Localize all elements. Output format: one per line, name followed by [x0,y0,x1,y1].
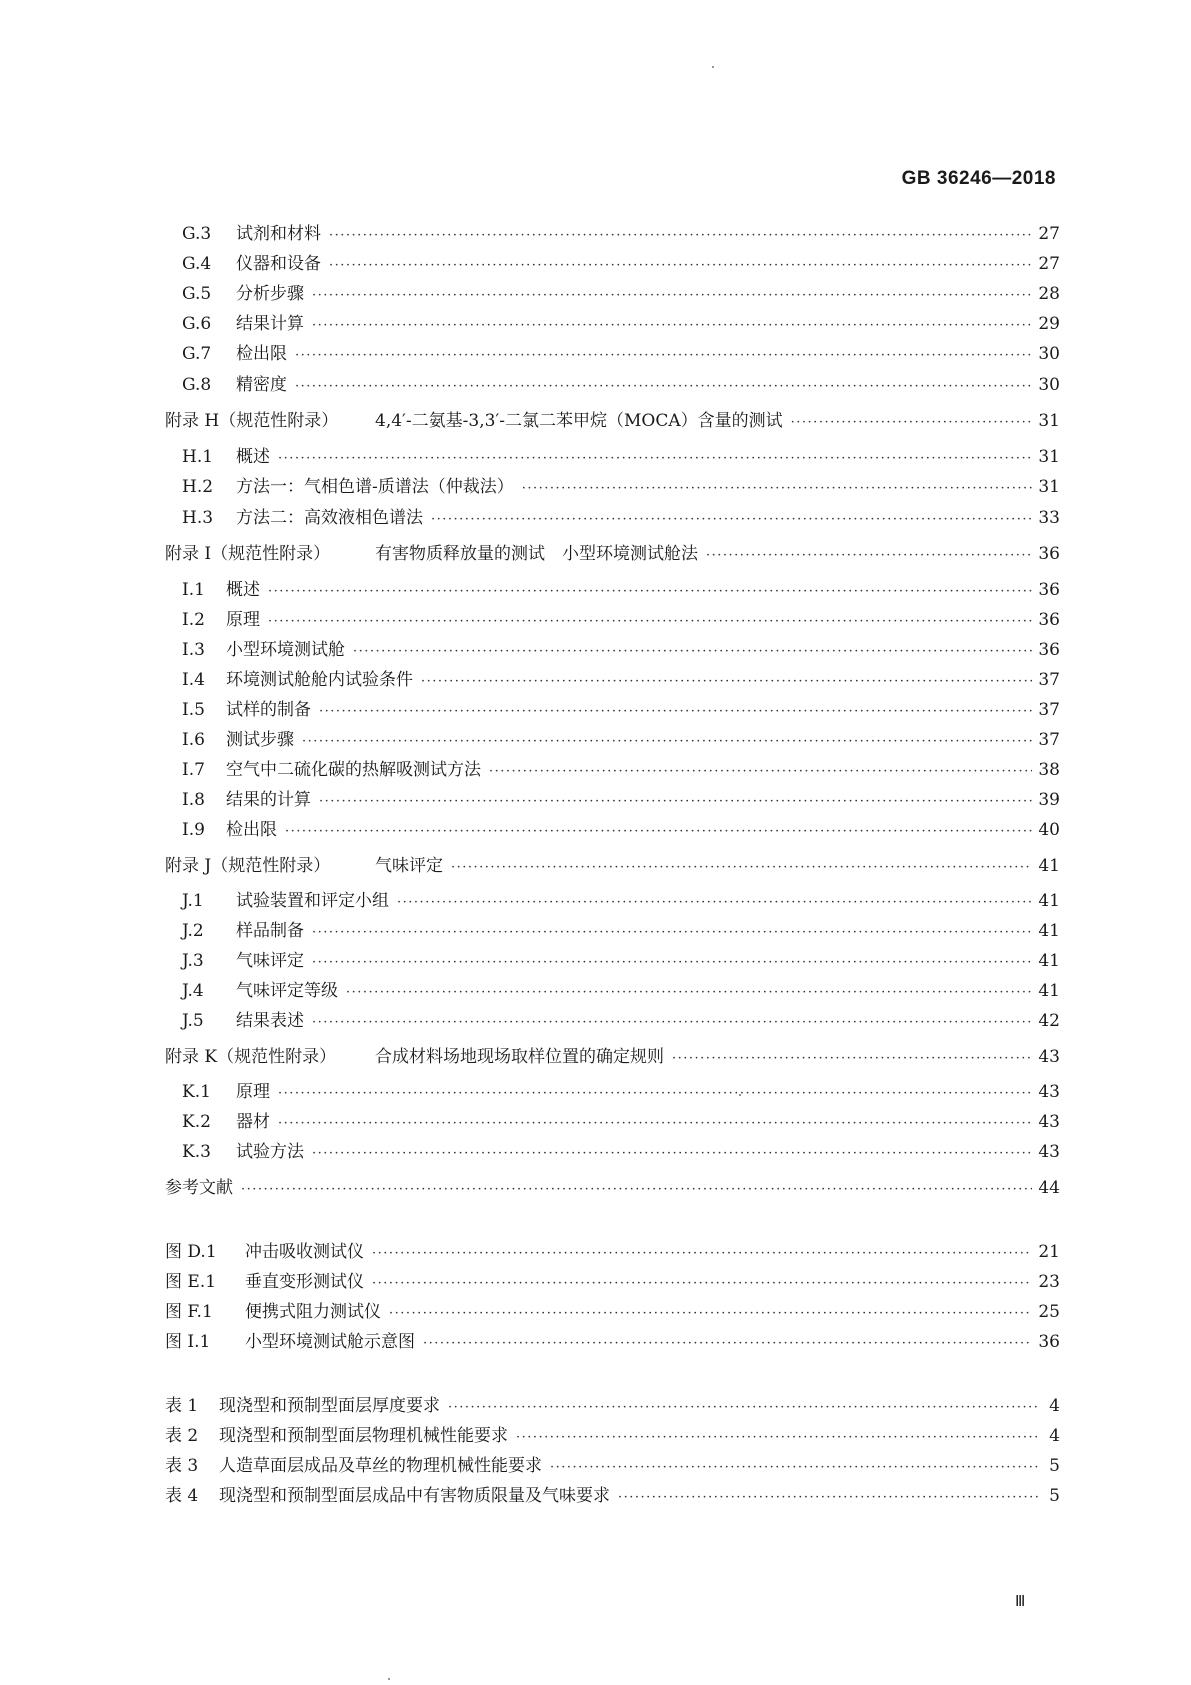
leader-dots [421,672,1032,692]
toc-entry-page: 42 [1038,1011,1060,1031]
table-entry-page: 5 [1049,1456,1060,1476]
leader-dots [278,1084,1032,1104]
toc-entry-title: 参考文献 [165,1178,233,1198]
toc-entry-title: 结果计算 [236,314,304,334]
toc-entry-number: J.3 [182,951,204,971]
toc-entry-page: 33 [1038,508,1060,528]
leader-dots [431,510,1032,530]
toc-entry-number: J.4 [182,981,204,1001]
toc-entry-number: I.5 [182,700,205,720]
leader-dots [268,612,1032,632]
table-entry-title: 现浇型和预制型面层成品中有害物质限量及气味要求 [219,1486,610,1506]
toc-entry-page: 41 [1038,856,1060,876]
toc-entry-number: I.2 [182,610,205,630]
figure-entry[interactable] [165,1302,1060,1322]
figure-entry-number: 图 I.1 [165,1332,211,1352]
leader-dots [706,546,1032,566]
toc-entry-title: 气味评定 [236,951,304,971]
toc-entry[interactable] [182,284,1060,304]
toc-entry-number: J.1 [182,891,204,911]
toc-entry-number: K.1 [182,1082,211,1102]
toc-entry-number: H.1 [182,447,214,467]
toc-entry-title: 结果表述 [236,1011,304,1031]
figure-entry-number: 图 D.1 [165,1242,217,1262]
leader-dots [516,1428,1040,1448]
figure-entry-number: 图 F.1 [165,1302,213,1322]
table-entry-number: 表 3 [165,1456,199,1476]
table-entry-number: 表 2 [165,1426,199,1446]
table-entry[interactable] [165,1486,1060,1506]
table-entry-page: 4 [1049,1426,1060,1446]
toc-entry-page: 38 [1038,760,1060,780]
leader-dots [302,732,1032,752]
toc-entry-title: 有害物质释放量的测试 小型环境测试舱法 [375,544,698,564]
toc-entry[interactable] [182,820,1060,840]
toc-entry-page: 36 [1038,544,1060,564]
toc-entry-page: 36 [1038,610,1060,630]
table-entry[interactable] [165,1426,1060,1446]
toc-entry-title: 方法二：高效液相色谱法 [236,508,423,528]
toc-entry-title: 概述 [236,447,270,467]
toc-entry[interactable] [182,580,1060,600]
toc-entry-number: I.1 [182,580,205,600]
toc-entry[interactable] [182,314,1060,334]
toc-entry-page: 44 [1038,1178,1060,1198]
toc-entry-title: 器材 [236,1112,270,1132]
leader-dots [312,953,1032,973]
leader-dots [372,1274,1032,1294]
toc-entry-number: 附录 H（规范性附录） [165,411,339,431]
toc-entry-number: I.3 [182,640,205,660]
toc-entry-page: 40 [1038,820,1060,840]
toc-entry[interactable] [165,544,1060,564]
toc-entry-title: 检出限 [236,344,287,364]
table-entry[interactable] [165,1396,1060,1416]
leader-dots [312,1013,1032,1033]
toc-entry-page: 41 [1038,981,1060,1001]
toc-entry-title: 原理 [226,610,260,630]
table-entry-number: 表 4 [165,1486,199,1506]
toc-entry-page: 41 [1038,921,1060,941]
table-entry-page: 5 [1049,1486,1060,1506]
toc-entry-title: 试样的制备 [226,700,311,720]
toc-entry-page: 41 [1038,951,1060,971]
table-entry-title: 现浇型和预制型面层厚度要求 [219,1396,440,1416]
toc-entry-title: 仪器和设备 [236,254,321,274]
leader-dots [241,1180,1032,1200]
toc-entry-title: 精密度 [236,375,287,395]
toc-entry-page: 31 [1038,411,1060,431]
toc-entry-title: 结果的计算 [226,790,311,810]
toc-entry-number: K.2 [182,1112,211,1132]
toc-entry-page: 30 [1038,375,1060,395]
toc-entry-title: 小型环境测试舱 [226,640,345,660]
toc-entry-number: G.5 [182,284,212,304]
toc-entry[interactable] [182,447,1060,467]
toc-entry[interactable] [182,610,1060,630]
leader-dots [672,1049,1032,1069]
toc-entry-page: 31 [1038,447,1060,467]
toc-entry-page: 29 [1038,314,1060,334]
toc-entry[interactable] [182,1011,1060,1031]
toc-entry-page: 27 [1038,254,1060,274]
toc-entry-page: 37 [1038,730,1060,750]
toc-entry-number: I.9 [182,820,205,840]
toc-entry-page: 28 [1038,284,1060,304]
figure-entry-page: 25 [1038,1302,1060,1322]
toc-entry-number: I.7 [182,760,205,780]
leader-dots [522,479,1033,499]
toc-entry[interactable] [182,790,1060,810]
leader-dots [329,256,1032,276]
leader-dots [618,1488,1040,1508]
toc-entry-number: G.4 [182,254,212,274]
leader-dots [312,316,1032,336]
toc-entry-page: 41 [1038,891,1060,911]
toc-entry-number: G.3 [182,224,212,244]
table-entry-number: 表 1 [165,1396,199,1416]
toc-entry-number: G.6 [182,314,212,334]
toc-entry-page: 43 [1038,1112,1060,1132]
toc-entry-title: 概述 [226,580,260,600]
toc-entry-number: G.7 [182,344,212,364]
toc-entry-page: 37 [1038,700,1060,720]
scan-speck [712,66,714,68]
leader-dots [295,377,1032,397]
leader-dots [319,702,1032,722]
toc-entry[interactable] [182,1112,1060,1132]
toc-entry[interactable] [182,224,1060,244]
toc-entry-number: 附录 J（规范性附录） [165,856,331,876]
leader-dots [319,792,1032,812]
toc-entry-page: 39 [1038,790,1060,810]
toc-entry[interactable] [165,856,1060,876]
leader-dots [346,983,1032,1003]
toc-entry[interactable] [182,1142,1060,1162]
toc-entry[interactable] [182,921,1060,941]
toc-entry-number: 附录 I（规范性附录） [165,544,331,564]
toc-entry-title: 检出限 [226,820,277,840]
toc-entry-title: 4,4′-二氨基-3,3′-二氯二苯甲烷（MOCA）含量的测试 [375,411,783,431]
leader-dots [312,286,1032,306]
leader-dots [451,858,1032,878]
figure-entry-title: 垂直变形测试仪 [245,1272,364,1292]
toc-entry-title: 环境测试舱舱内试验条件 [226,670,413,690]
toc-entry[interactable] [182,981,1060,1001]
toc-entry-number: I.4 [182,670,205,690]
toc-entry-number: J.5 [182,1011,204,1031]
figure-entry[interactable] [165,1332,1060,1352]
toc-entry-title: 气味评定 [375,856,443,876]
table-entry-page: 4 [1049,1396,1060,1416]
toc-entry[interactable] [182,891,1060,911]
scan-speck [388,1678,390,1680]
toc-entry[interactable] [182,951,1060,971]
toc-entry-number: K.3 [182,1142,211,1162]
leader-dots [268,582,1032,602]
figure-entry-page: 21 [1038,1242,1060,1262]
figure-entry-number: 图 E.1 [165,1272,217,1292]
figure-entry-page: 36 [1038,1332,1060,1352]
toc-entry[interactable] [182,1082,1060,1102]
figure-entry-title: 便携式阻力测试仪 [245,1302,381,1322]
toc-entry-title: 分析步骤 [236,284,304,304]
leader-dots [312,923,1032,943]
leader-dots [550,1458,1040,1478]
toc-entry[interactable] [182,508,1060,528]
toc-entry-page: 43 [1038,1082,1060,1102]
toc-entry-title: 原理 [236,1082,270,1102]
leader-dots [423,1334,1032,1354]
document-code: GB 36246—2018 [901,168,1056,189]
toc-entry-number: H.2 [182,477,214,497]
toc-entry-page: 31 [1038,477,1060,497]
toc-entry-title: 空气中二硫化碳的热解吸测试方法 [226,760,481,780]
figure-entry-title: 冲击吸收测试仪 [245,1242,364,1262]
leader-dots [312,1144,1032,1164]
toc-entry[interactable] [182,730,1060,750]
leader-dots [489,762,1032,782]
leader-dots [448,1398,1040,1418]
toc-entry-page: 36 [1038,580,1060,600]
leader-dots [285,822,1032,842]
toc-entry[interactable] [165,1178,1060,1198]
toc-entry-title: 气味评定等级 [236,981,338,1001]
toc-entry-number: I.8 [182,790,205,810]
leader-dots [353,642,1032,662]
leader-dots [389,1304,1032,1324]
toc-entry[interactable] [182,670,1060,690]
leader-dots [278,449,1032,469]
scan-speck [739,1094,741,1096]
toc-entry[interactable] [165,411,1060,431]
leader-dots [372,1244,1032,1264]
figure-entry[interactable] [165,1272,1060,1292]
page-number: Ⅲ [1015,1594,1026,1610]
toc-entry-title: 试验方法 [236,1142,304,1162]
table-entry-title: 现浇型和预制型面层物理机械性能要求 [219,1426,508,1446]
toc-entry-page: 43 [1038,1142,1060,1162]
toc-entry-title: 合成材料场地现场取样位置的确定规则 [375,1047,664,1067]
toc-entry-number: J.2 [182,921,204,941]
figure-entry-page: 23 [1038,1272,1060,1292]
toc-entry[interactable] [182,375,1060,395]
toc-entry[interactable] [165,1047,1060,1067]
toc-entry-number: 附录 K（规范性附录） [165,1047,337,1067]
toc-entry[interactable] [182,760,1060,780]
toc-entry-page: 30 [1038,344,1060,364]
leader-dots [791,413,1033,433]
toc-entry-number: G.8 [182,375,212,395]
toc-entry[interactable] [182,477,1060,497]
toc-entry-page: 27 [1038,224,1060,244]
toc-entry-title: 试验装置和评定小组 [236,891,389,911]
toc-entry[interactable] [182,640,1060,660]
leader-dots [278,1114,1032,1134]
table-entry-title: 人造草面层成品及草丝的物理机械性能要求 [219,1456,542,1476]
toc-entry-title: 测试步骤 [226,730,294,750]
toc-entry-title: 试剂和材料 [236,224,321,244]
toc-entry-page: 37 [1038,670,1060,690]
leader-dots [329,226,1032,246]
figure-entry-title: 小型环境测试舱示意图 [245,1332,415,1352]
leader-dots [397,893,1032,913]
toc-entry-title: 方法一：气相色谱-质谱法（仲裁法） [236,477,514,497]
toc-entry[interactable] [182,344,1060,364]
table-entry[interactable] [165,1456,1060,1476]
toc-entry[interactable] [182,700,1060,720]
toc-entry[interactable] [182,254,1060,274]
toc-entry-page: 43 [1038,1047,1060,1067]
leader-dots [295,346,1032,366]
toc-entry-page: 36 [1038,640,1060,660]
figure-entry[interactable] [165,1242,1060,1262]
toc-entry-number: I.6 [182,730,205,750]
toc-entry-title: 样品制备 [236,921,304,941]
toc-entry-number: H.3 [182,508,214,528]
